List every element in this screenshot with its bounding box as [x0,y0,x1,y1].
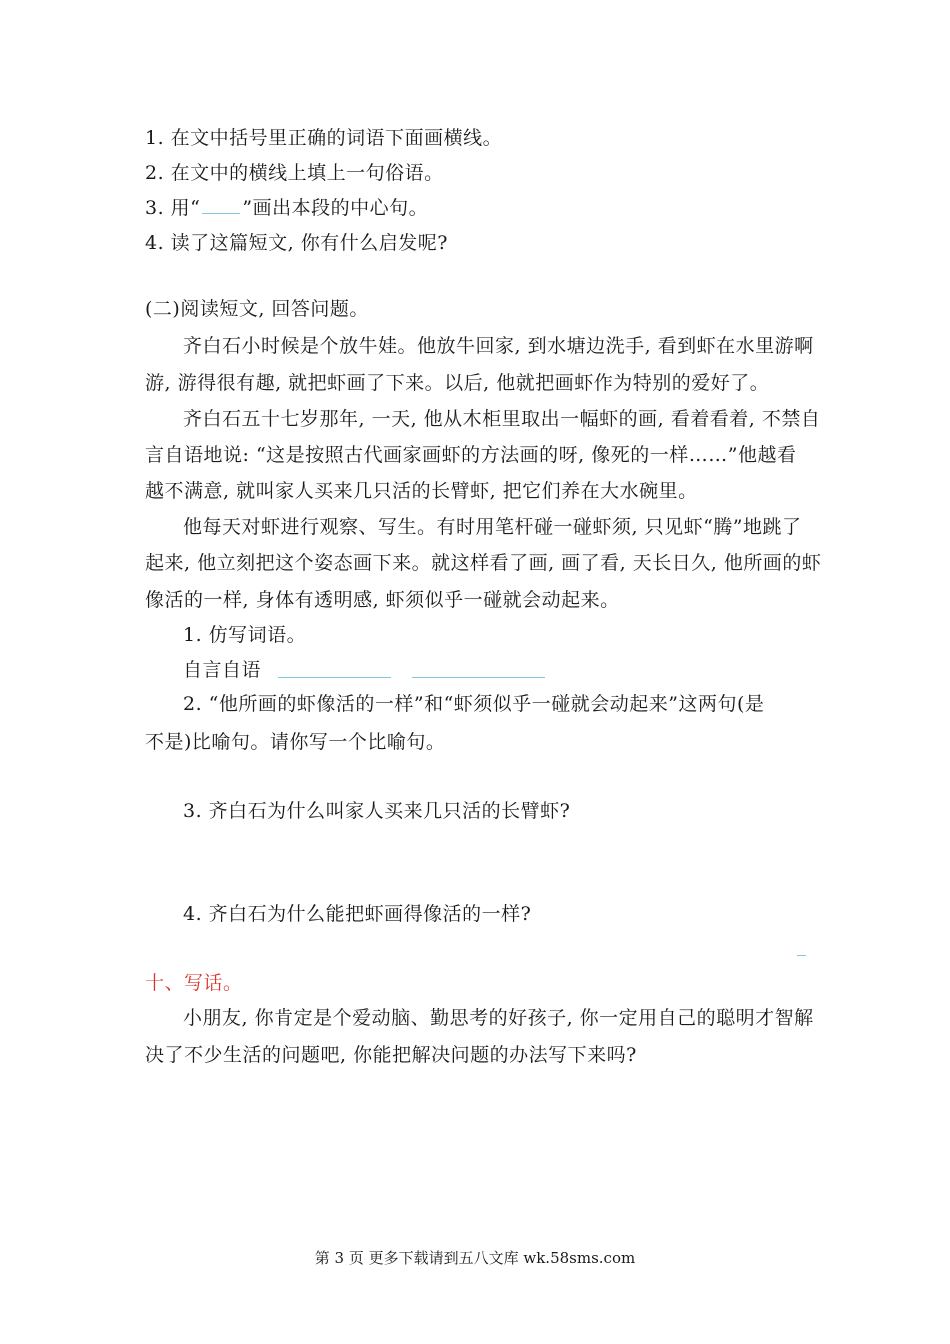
reading-question-2-line-2: 不是)比喻句。请你写一个比喻句。 [145,731,446,753]
page-footer: 第 3 页 更多下载请到五八文库 wk.58sms.com [314,1249,636,1267]
writing-prompt-line-1: 小朋友, 你肯定是个爱动脑、勤思考的好孩子, 你一定用自己的聪明才智解 [183,1007,814,1029]
question-3-text-before: 3. 用“ [145,197,201,219]
imitation-word: 自言自语 [183,659,262,681]
reading-heading: (二)阅读短文, 回答问题。 [145,298,369,320]
answer-blank-1[interactable] [278,677,391,678]
question-4-inspiration: 4. 读了这篇短文, 你有什么启发呢? [145,232,448,254]
paragraph-1-line-2: 游, 游得很有趣, 就把虾画了下来。以后, 他就把画虾作为特别的爱好了。 [145,372,770,394]
paragraph-2-line-2: 言自语地说: “这是按照古代画家画虾的方法画的呀, 像死的一样……”他越看 [145,444,797,466]
answer-mark [797,955,806,956]
paragraph-3-line-2: 起来, 他立刻把这个姿态画下来。就这样看了画, 画了看, 天长日久, 他所画的虾 [145,552,822,574]
paragraph-3-line-3: 像活的一样, 身体有透明感, 虾须似乎一碰就会动起来。 [145,589,620,611]
question-3-text-after: ”画出本段的中心句。 [242,197,429,219]
reading-question-2-line-1: 2. “他所画的虾像活的一样”和“虾须似乎一碰就会动起来”这两句(是 [183,693,765,715]
answer-blank-2[interactable] [412,677,545,678]
reading-question-4: 4. 齐白石为什么能把虾画得像活的一样? [183,903,532,925]
reading-question-3: 3. 齐白石为什么叫家人买来几只活的长臂虾? [183,800,571,822]
paragraph-2-line-1: 齐白石五十七岁那年, 一天, 他从木柜里取出一幅虾的画, 看着看着, 不禁自 [183,408,821,430]
question-2-proverb: 2. 在文中的横线上填上一句俗语。 [145,162,444,184]
writing-heading: 十、写话。 [145,972,243,994]
writing-prompt-line-2: 决了不少生活的问题吧, 你能把解决问题的办法写下来吗? [145,1044,637,1066]
paragraph-3-line-1: 他每天对虾进行观察、写生。有时用笔杆碰一碰虾须, 只见虾“腾”地跳了 [183,516,802,538]
question-1-underline: 1. 在文中括号里正确的词语下面画横线。 [145,127,503,149]
paragraph-2-line-3: 越不满意, 就叫家人买来几只活的长臂虾, 把它们养在大水碗里。 [145,480,698,502]
paragraph-1-line-1: 齐白石小时候是个放牛娃。他放牛回家, 到水塘边洗手, 看到虾在水里游啊 [183,335,814,357]
question-3-central-sentence [145,196,428,220]
reading-question-1: 1. 仿写词语。 [183,624,307,646]
underline-sample-blank [202,197,240,214]
